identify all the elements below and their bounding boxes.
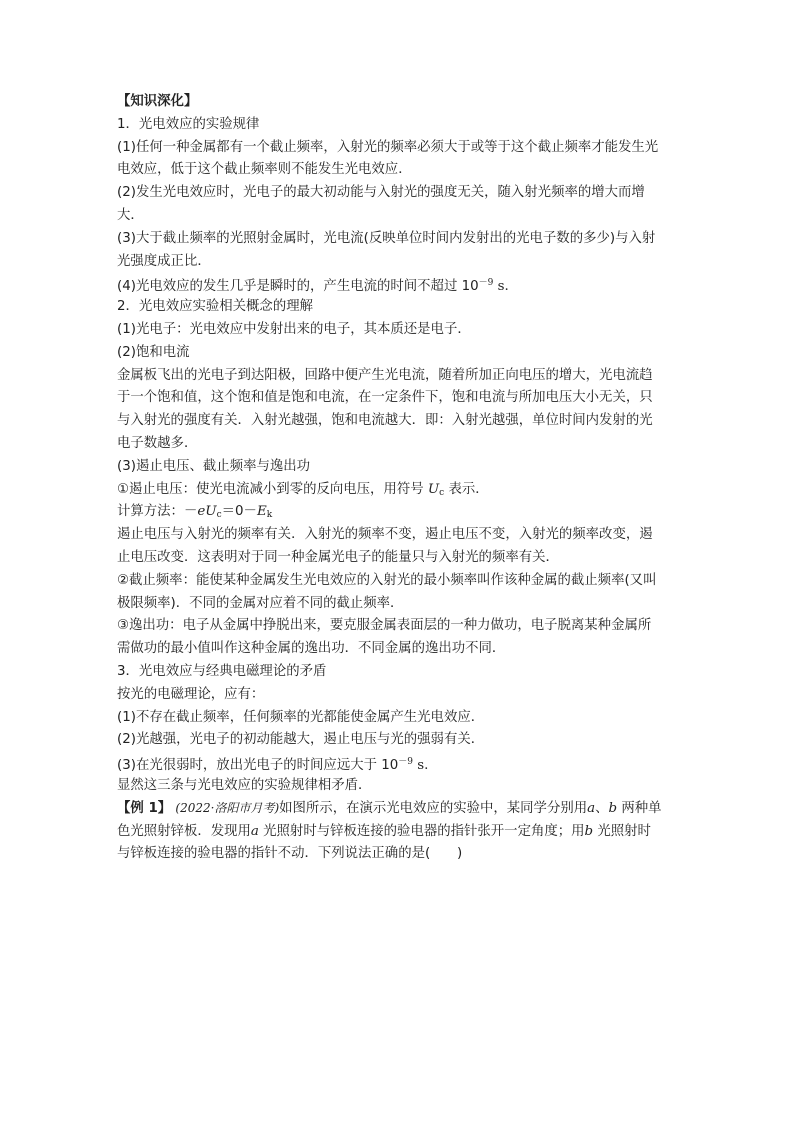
text: 如图所示，在演示光电效应的实验中，某同学分别用 bbox=[279, 800, 588, 816]
text: 光照射时与锌板连接的验电器的指针张开一定角度；用 bbox=[258, 823, 585, 839]
symbol: b bbox=[608, 800, 618, 816]
paragraph-line: (3)遏止电压、截止频率与逸出功 bbox=[117, 458, 311, 474]
symbol: e bbox=[197, 504, 206, 520]
symbol: U bbox=[205, 504, 217, 520]
section-heading: 【知识深化】 bbox=[117, 94, 198, 109]
example-source: (2022·洛阳市月考) bbox=[175, 800, 280, 815]
symbol: a bbox=[587, 800, 596, 816]
paragraph-line: (2)饱和电流 bbox=[117, 344, 190, 360]
text: ①遏止电压：使光电流减小到零的反向电压，用符号 bbox=[117, 481, 428, 497]
paragraph-line: 电子数越多． bbox=[117, 435, 198, 451]
text: 、 bbox=[595, 800, 609, 816]
unit: s. bbox=[493, 279, 509, 295]
text: 表示． bbox=[444, 481, 489, 497]
paragraph-line: (3)大于截止频率的光照射金属时，光电流(反映单位时间内发射出的光电子数的多少)与入射 bbox=[117, 230, 656, 246]
example-line bbox=[117, 823, 683, 846]
paragraph-line: 大． bbox=[117, 207, 144, 223]
exponent: －9 bbox=[398, 757, 414, 768]
paragraph-line: (1)任何一种金属都有一个截止频率，入射光的频率必须大于或等于这个截止频率才能发生光 bbox=[117, 139, 659, 155]
paragraph-line: 极限频率)．不同的金属对应着不同的截止频率． bbox=[117, 595, 404, 611]
paragraph-line: (1)不存在截止频率，任何频率的光都能使金属产生光电效应． bbox=[117, 709, 485, 725]
subscript: c bbox=[216, 510, 222, 521]
paragraph-line: 与入射光的强度有关．入射光越强，饱和电流越大．即：入射光越强，单位时间内发射的光 bbox=[117, 413, 653, 429]
text: 色光照射锌板．发现用 bbox=[117, 823, 251, 839]
exponent: －9 bbox=[478, 278, 494, 289]
formula-line bbox=[117, 503, 683, 526]
paragraph-line: 金属板飞出的光电子到达阳极，回路中便产生光电流，随着所加正向电压的增大，光电流趋 bbox=[117, 367, 653, 383]
paragraph-line: 光强度成正比． bbox=[117, 253, 211, 269]
text: 光照射时 bbox=[593, 823, 651, 839]
paragraph-line: ③逸出功：电子从金属中挣脱出来，要克服金属表面层的一种力做功，电子脱离某种金属所 bbox=[117, 618, 652, 634]
paragraph-line: 显然这三条与光电效应的实验规律相矛盾． bbox=[117, 777, 372, 793]
document-body bbox=[117, 93, 683, 868]
example-line bbox=[117, 800, 683, 823]
paragraph-line: 按光的电磁理论，应有： bbox=[117, 686, 265, 702]
paragraph-line: (2)光越强，光电子的初动能越大，遏止电压与光的强弱有关． bbox=[117, 732, 485, 748]
subscript: c bbox=[439, 487, 445, 498]
paragraph-line: 电效应，低于这个截止频率则不能发生光电效应． bbox=[117, 162, 412, 178]
example-line: 与锌板连接的验电器的指针不动．下列说法正确的是( ) bbox=[117, 846, 463, 862]
example-label: 【例 1】 bbox=[117, 800, 172, 816]
text: 两种单 bbox=[617, 800, 662, 816]
section-3-title: 3．光电效应与经典电磁理论的矛盾 bbox=[117, 663, 327, 679]
paragraph-line bbox=[117, 481, 683, 504]
paragraph-line: 于一个饱和值，这个饱和值是饱和电流，在一定条件下，饱和电流与所加电压大小无关，只 bbox=[117, 390, 653, 406]
section-2-title: 2．光电效应实验相关概念的理解 bbox=[117, 299, 313, 315]
text: (3)在光很弱时，放出光电子的时间应远大于 10 bbox=[117, 758, 399, 774]
paragraph-line: 需做功的最小值叫作这种金属的逸出功．不同金属的逸出功不同． bbox=[117, 641, 506, 657]
paragraph-line: 遏止电压与入射光的频率有关．入射光的频率不变，遏止电压不变，入射光的频率改变，遏 bbox=[117, 527, 653, 543]
text: (4)光电效应的发生几乎是瞬时的，产生电流的时间不超过 10 bbox=[117, 279, 479, 295]
symbol: a bbox=[250, 823, 259, 839]
subscript: k bbox=[266, 510, 273, 521]
paragraph-line bbox=[117, 275, 683, 298]
paragraph-line: ②截止频率：能使某种金属发生光电效应的入射光的最小频率叫作该种金属的截止频率(又叫 bbox=[117, 572, 657, 588]
symbol: E bbox=[256, 504, 267, 520]
paragraph-line: (1)光电子：光电效应中发射出来的电子，其本质还是电子． bbox=[117, 321, 471, 337]
symbol: U bbox=[427, 481, 440, 497]
paragraph-line: 止电压改变．这表明对于同一种金属光电子的能量只与入射光的频率有关． bbox=[117, 549, 559, 565]
unit: s. bbox=[413, 758, 429, 774]
text: 计算方法：－ bbox=[117, 504, 198, 520]
symbol: b bbox=[584, 823, 594, 839]
section-1-title: 1．光电效应的实验规律 bbox=[117, 116, 260, 132]
paragraph-line: (2)发生光电效应时，光电子的最大初动能与入射光的强度无关，随入射光频率的增大而增 bbox=[117, 185, 645, 201]
text: ＝0－ bbox=[221, 504, 257, 520]
paragraph-line bbox=[117, 754, 683, 777]
